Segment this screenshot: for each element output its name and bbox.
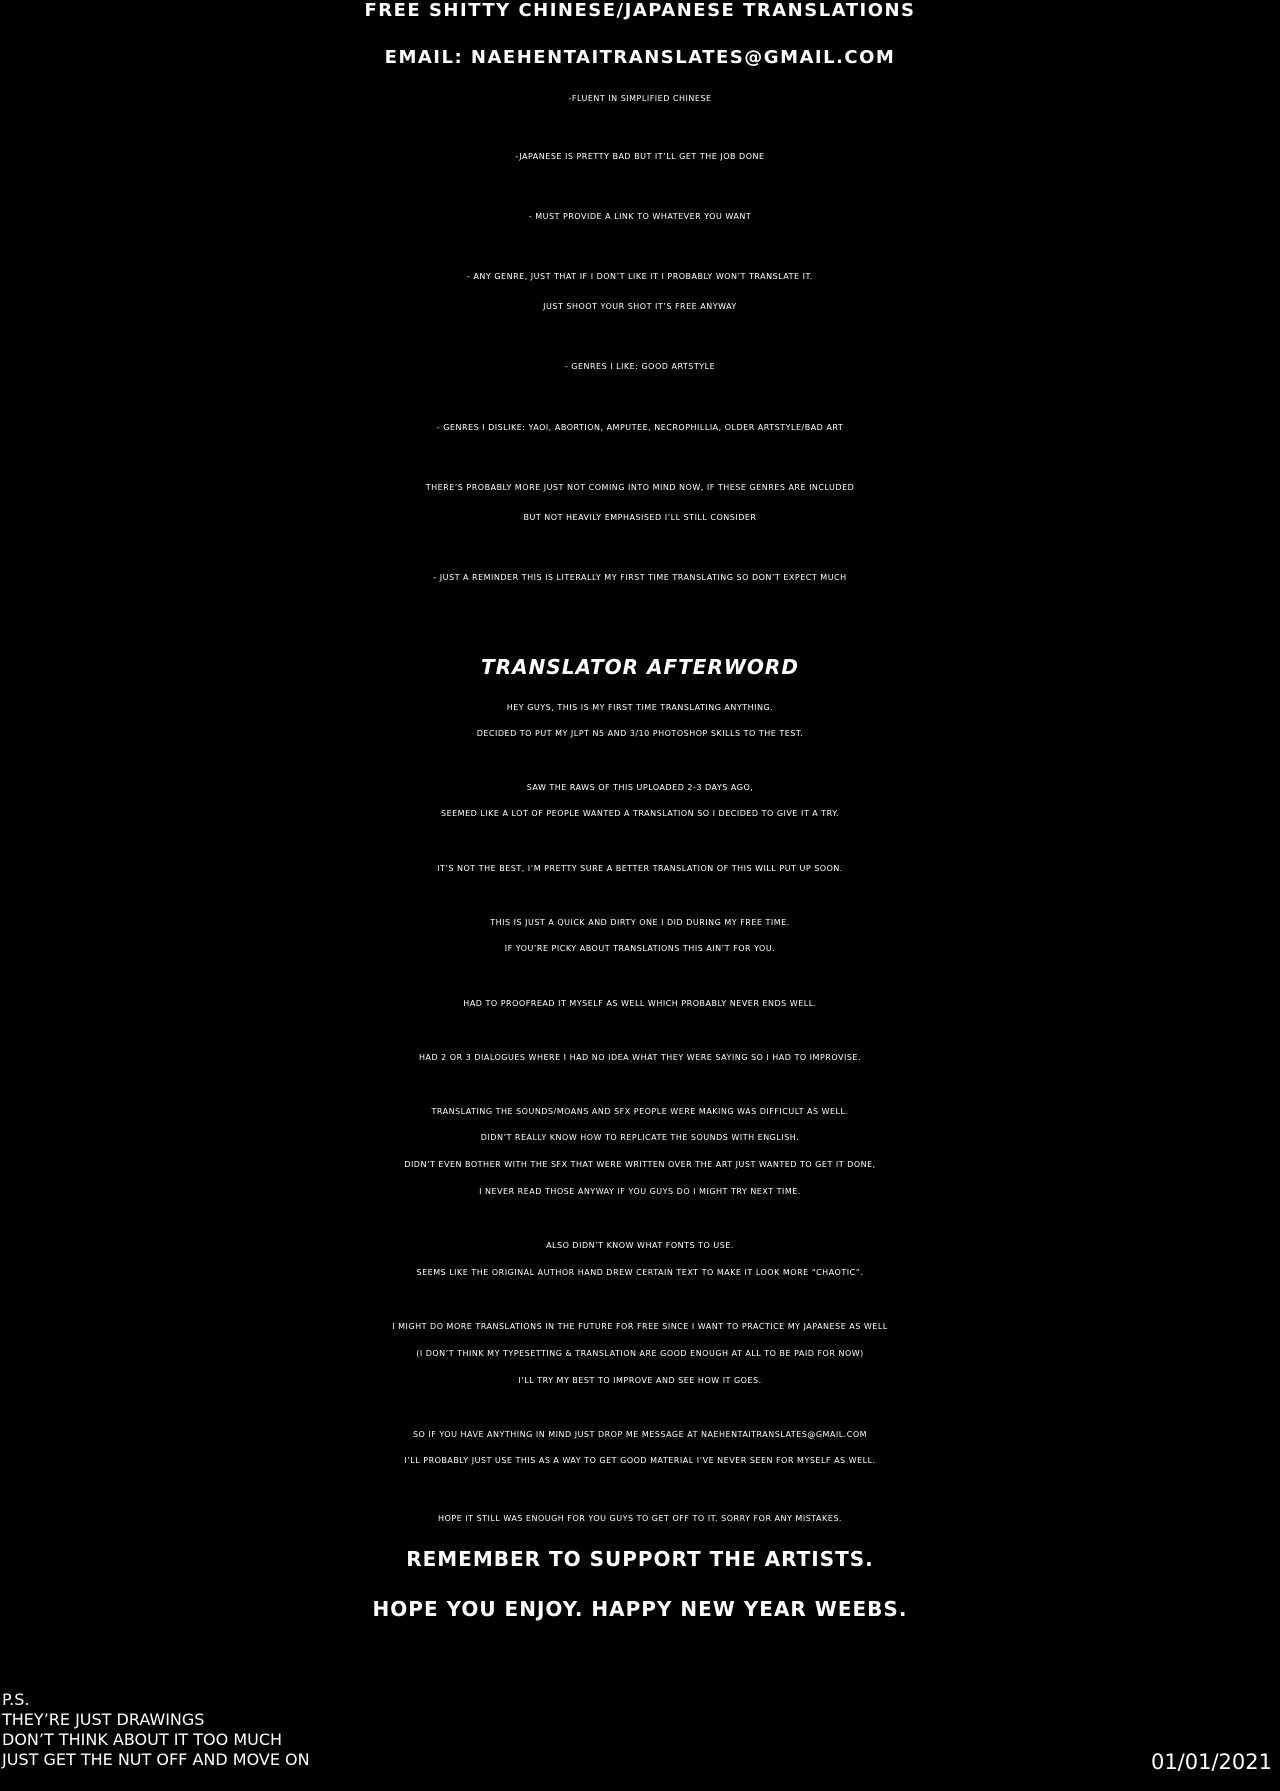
requirement-line: JUST SHOOT YOUR SHOT IT’S FREE ANYWAY — [543, 302, 737, 311]
afterword-line: TRANSLATING THE SOUNDS/MOANS AND SFX PEOPLE WERE MAKING WAS DIFFICULT AS WELL. — [431, 1107, 849, 1116]
afterword-line: I MIGHT DO MORE TRANSLATIONS IN THE FUTURE FOR FREE SINCE I WANT TO PRACTICE MY JAPANESE AS WELL — [392, 1322, 888, 1331]
ps-line: DON’T THINK ABOUT IT TOO MUCH — [2, 1730, 283, 1749]
afterword-line: HAD TO PROOFREAD IT MYSELF AS WELL WHICH PROBABLY NEVER ENDS WELL. — [463, 999, 817, 1008]
afterword-line: ALSO DIDN’T KNOW WHAT FONTS TO USE. — [546, 1241, 734, 1250]
ps-line: THEY’RE JUST DRAWINGS — [2, 1710, 205, 1729]
closing-line: HOPE YOU ENJOY. HAPPY NEW YEAR WEEBS. — [372, 1597, 908, 1621]
page-title: FREE SHITTY CHINESE/JAPANESE TRANSLATIONS — [364, 0, 916, 21]
afterword-line: SO IF YOU HAVE ANYTHING IN MIND JUST DROP ME MESSAGE AT NAEHENTAITRANSLATES@GMAIL.COM — [412, 1430, 868, 1439]
ps-label: P.S. — [2, 1690, 30, 1709]
afterword-line: I’LL TRY MY BEST TO IMPROVE AND SEE HOW IT GOES. — [518, 1376, 762, 1385]
requirement-line: - MUST PROVIDE A LINK TO WHATEVER YOU WANT — [528, 212, 752, 221]
afterword-line: DIDN’T EVEN BOTHER WITH THE SFX THAT WERE WRITTEN OVER THE ART JUST WANTED TO GET IT DONE, — [404, 1160, 876, 1169]
requirement-line: -FLUENT IN SIMPLIFIED CHINESE — [568, 94, 712, 103]
afterword-title: TRANSLATOR AFTERWORD — [481, 655, 799, 679]
afterword-line: SAW THE RAWS OF THIS UPLOADED 2-3 DAYS AGO, — [526, 783, 754, 792]
requirement-line: - GENRES I LIKE: GOOD ARTSTYLE — [564, 362, 716, 371]
afterword-line: (I DON’T THINK MY TYPESETTING & TRANSLATION ARE GOOD ENOUGH AT ALL TO BE PAID FOR NOW) — [416, 1349, 864, 1358]
afterword-line: I NEVER READ THOSE ANYWAY IF YOU GUYS DO I MIGHT TRY NEXT TIME. — [479, 1187, 801, 1196]
afterword-line: THIS IS JUST A QUICK AND DIRTY ONE I DID DURING MY FREE TIME. — [490, 918, 790, 927]
afterword-line: HAD 2 OR 3 DIALOGUES WHERE I HAD NO IDEA WHAT THEY WERE SAYING SO I HAD TO IMPROVISE. — [418, 1053, 861, 1062]
requirement-line: BUT NOT HEAVILY EMPHASISED I’LL STILL CONSIDER — [523, 513, 757, 522]
requirement-line: - JUST A REMINDER THIS IS LITERALLY MY FIRST TIME TRANSLATING SO DON’T EXPECT MUCH — [433, 573, 847, 582]
afterword-line: I’LL PROBABLY JUST USE THIS AS A WAY TO GET GOOD MATERIAL I’VE NEVER SEEN FOR MYSELF AS WELL. — [404, 1456, 876, 1465]
contact-email: EMAIL: NAEHENTAITRANSLATES@GMAIL.COM — [384, 47, 896, 68]
afterword-line: HEY GUYS, THIS IS MY FIRST TIME TRANSLATING ANYTHING. — [506, 703, 774, 712]
afterword-line: IF YOU’RE PICKY ABOUT TRANSLATIONS THIS AIN’T FOR YOU. — [504, 944, 776, 953]
afterword-line: DIDN’T REALLY KNOW HOW TO REPLICATE THE SOUNDS WITH ENGLISH. — [480, 1133, 800, 1142]
afterword-line: HOPE IT STILL WAS ENOUGH FOR YOU GUYS TO GET OFF TO IT. SORRY FOR ANY MISTAKES. — [438, 1514, 842, 1523]
afterword-line: DECIDED TO PUT MY JLPT N5 AND 3/10 PHOTOSHOP SKILLS TO THE TEST. — [476, 729, 804, 738]
requirement-line: -JAPANESE IS PRETTY BAD BUT IT’LL GET THE JOB DONE — [515, 152, 765, 161]
requirement-line: - GENRES I DISLIKE: YAOI, ABORTION, AMPUTEE, NECROPHILLIA, OLDER ARTSTYLE/BAD ART — [436, 423, 844, 432]
afterword-line: SEEMED LIKE A LOT OF PEOPLE WANTED A TRANSLATION SO I DECIDED TO GIVE IT A TRY. — [440, 809, 840, 818]
requirement-line: - ANY GENRE, JUST THAT IF I DON’T LIKE IT I PROBABLY WON’T TRANSLATE IT. — [467, 272, 813, 281]
afterword-line: IT’S NOT THE BEST, I’M PRETTY SURE A BETTER TRANSLATION OF THIS WILL PUT UP SOON. — [437, 864, 843, 873]
requirement-line: THERE’S PROBABLY MORE JUST NOT COMING INTO MIND NOW, IF THESE GENRES ARE INCLUDED — [425, 483, 855, 492]
ps-line: JUST GET THE NUT OFF AND MOVE ON — [2, 1750, 310, 1769]
afterword-line: SEEMS LIKE THE ORIGINAL AUTHOR HAND DREW CERTAIN TEXT TO MAKE IT LOOK MORE “CHAOTIC”. — [416, 1268, 864, 1277]
closing-line: REMEMBER TO SUPPORT THE ARTISTS. — [406, 1547, 874, 1571]
date-stamp: 01/01/2021 — [1150, 1750, 1272, 1774]
